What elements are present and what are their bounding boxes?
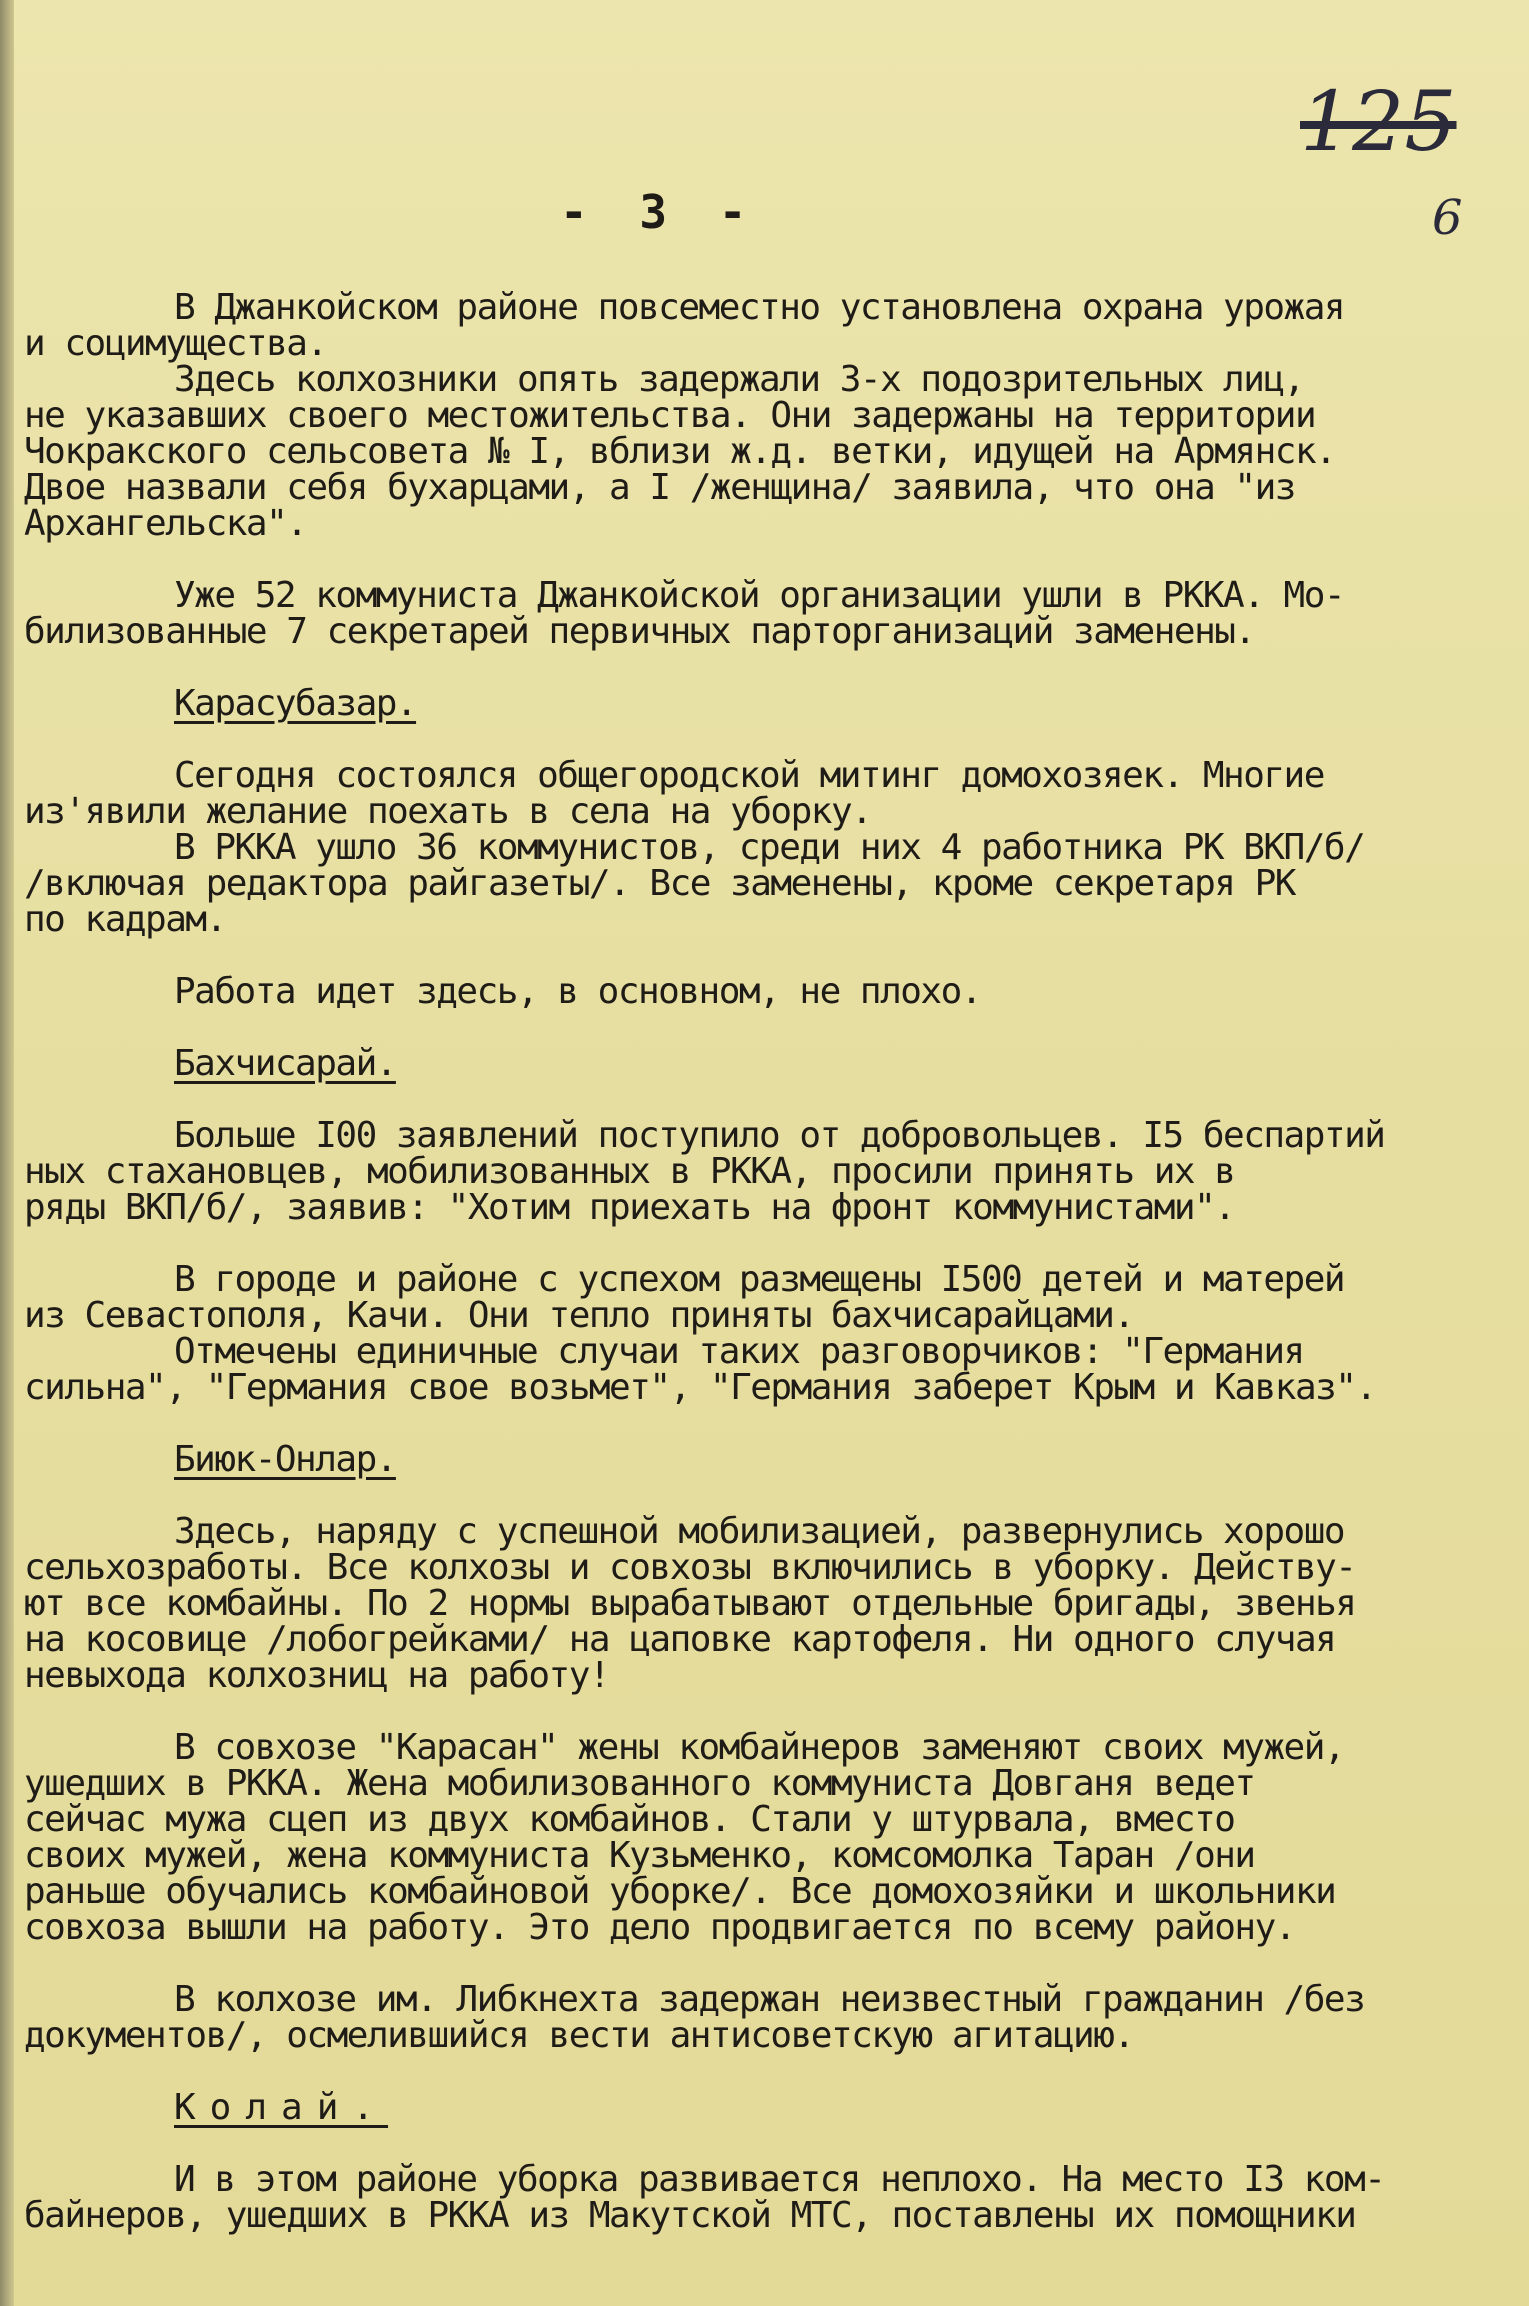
text-line: Двое назвали себя бухарцами, а I /женщина/ заявила, что она "из — [24, 467, 1295, 508]
text-line: совхоза вышли на работу. Это дело продвигается по всему району. — [24, 1907, 1295, 1948]
text-line: И в этом районе уборка развивается неплохо. На место I3 ком- — [174, 2159, 1385, 2200]
text-line: ных стахановцев, мобилизованных в РККА, просили принять их в — [24, 1151, 1235, 1192]
section-heading-biyuk-onlar: Биюк-Онлар. — [174, 1439, 396, 1480]
sheet-number-annotation: 6 — [1432, 190, 1463, 246]
text-line: из Севастополя, Качи. Они тепло приняты бахчисарайцами. — [24, 1295, 1134, 1336]
text-line: Чокракского сельсовета № I, вблизи ж.д. ветки, идущей на Армянск. — [24, 431, 1336, 472]
text-line: сильна", "Германия свое возьмет", "Германия заберет Крым и Кавказ". — [24, 1367, 1376, 1408]
text-line: из'явили желание поехать в села на уборку. — [24, 791, 872, 832]
text-line: невыхода колхозниц на работу! — [24, 1655, 610, 1696]
document-body — [24, 287, 1504, 2236]
text-line: по кадрам. — [24, 899, 226, 940]
page-number: - 3 - — [560, 185, 759, 239]
text-line: /включая редактора райгазеты/. Все заменены, кроме секретаря РК — [24, 863, 1295, 904]
text-line: билизованные 7 секретарей первичных парторганизаций заменены. — [24, 611, 1255, 652]
text-line: Сегодня состоялся общегородской митинг домохозяек. Многие — [174, 755, 1324, 796]
section-heading-kolay: Колай. — [174, 2087, 389, 2128]
text-line: не указавших своего местожительства. Они задержаны на территории — [24, 395, 1316, 436]
text-line: В колхозе им. Либкнехта задержан неизвестный гражданин /без — [174, 1979, 1365, 2020]
section-heading-bakhchisaray: Бахчисарай. — [174, 1043, 396, 1084]
text-line: ют все комбайны. По 2 нормы вырабатывают отдельные бригады, звенья — [24, 1583, 1356, 1624]
text-line: своих мужей, жена коммуниста Кузьменко, комсомолка Таран /они — [24, 1835, 1255, 1876]
text-line: В РККА ушло 36 коммунистов, среди них 4 работника РК ВКП/б/ — [174, 827, 1365, 868]
text-line: Работа идет здесь, в основном, не плохо. — [174, 971, 981, 1012]
text-line: В Джанкойском районе повсеместно установлена охрана урожая — [174, 287, 1345, 328]
text-line: Больше I00 заявлений поступило от добровольцев. I5 беспартий — [174, 1115, 1385, 1156]
section-heading-karasubazar: Карасубазар. — [174, 683, 417, 724]
text-line: Уже 52 коммуниста Джанкойской организации ушли в РККА. Мо- — [174, 575, 1345, 616]
text-line: В городе и районе с успехом размещены I500 детей и матерей — [174, 1259, 1345, 1300]
text-line: Архангельска". — [24, 503, 307, 544]
text-line: и социмущества. — [24, 323, 327, 364]
text-line: ряды ВКП/б/, заявив: "Хотим приехать на фронт коммунистами". — [24, 1187, 1235, 1228]
archive-number-annotation: 125 — [1300, 75, 1457, 170]
text-line: байнеров, ушедших в РККА из Макутской МТС, поставлены их помощники — [24, 2195, 1356, 2236]
text-line: В совхозе "Карасан" жены комбайнеров заменяют своих мужей, — [174, 1727, 1345, 1768]
text-line: на косовице /лобогрейками/ на цаповке картофеля. Ни одного случая — [24, 1619, 1336, 1660]
page-edge-shadow — [0, 0, 14, 2306]
text-line: Отмечены единичные случаи таких разговорчиков: "Германия — [174, 1331, 1304, 1372]
text-line: раньше обучались комбайновой уборке/. Все домохозяйки и школьники — [24, 1871, 1336, 1912]
text-line: сейчас мужа сцеп из двух комбайнов. Стали у штурвала, вместо — [24, 1799, 1235, 1840]
text-line: Здесь колхозники опять задержали 3-х подозрительных лиц, — [174, 359, 1304, 400]
text-line: документов/, осмелившийся вести антисоветскую агитацию. — [24, 2015, 1134, 2056]
text-line: Здесь, наряду с успешной мобилизацией, развернулись хорошо — [174, 1511, 1345, 1552]
text-line: ушедших в РККА. Жена мобилизованного коммуниста Довганя ведет — [24, 1763, 1255, 1804]
text-line: сельхозработы. Все колхозы и совхозы включились в уборку. Действу- — [24, 1547, 1356, 1588]
